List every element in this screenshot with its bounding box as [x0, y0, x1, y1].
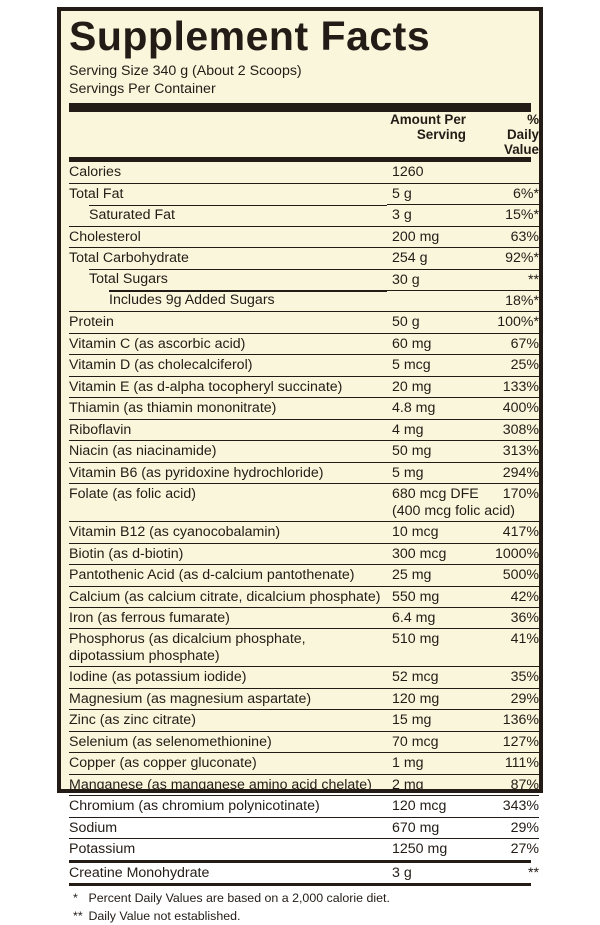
nutrient-amount-line2: (400 mcg folic acid) — [392, 502, 516, 519]
nutrient-daily-value: 170% — [495, 484, 539, 522]
nutrient-amount: 2 mg — [387, 774, 495, 795]
header-daily-value — [495, 112, 539, 157]
table-row — [69, 462, 539, 483]
nutrient-amount: 510 mg — [387, 629, 495, 667]
table-row — [69, 333, 539, 354]
table-row — [69, 710, 539, 731]
table-row — [69, 543, 539, 564]
nutrient-name: Riboflavin — [69, 419, 387, 440]
table-row — [69, 484, 539, 522]
nutrient-daily-value: 136% — [495, 710, 539, 731]
nutrient-name: Sodium — [69, 817, 387, 838]
nutrient-amount: 52 mcg — [387, 667, 495, 688]
table-row — [69, 629, 539, 667]
nutrient-daily-value: 67% — [495, 333, 539, 354]
nutrients-table-body — [69, 162, 539, 859]
nutrient-name: Manganese (as manganese amino acid chelate) — [69, 774, 387, 795]
other-ingredient-daily-value: ** — [527, 864, 539, 881]
servings-per-container-text: Servings Per Container — [69, 80, 216, 97]
nutrient-amount: 200 mg — [387, 226, 495, 247]
table-row — [69, 522, 539, 543]
table-row — [69, 205, 539, 226]
nutrient-daily-value: 313% — [495, 441, 539, 462]
nutrient-name: Potassium — [69, 839, 387, 860]
table-row — [69, 290, 539, 311]
nutrient-amount: 60 mg — [387, 333, 495, 354]
nutrient-name: Iodine (as potassium iodide) — [69, 667, 387, 688]
nutrient-daily-value: 35% — [495, 667, 539, 688]
table-row — [69, 419, 539, 440]
nutrient-name: Pantothenic Acid (as d-calcium pantothenate) — [69, 565, 387, 586]
nutrient-daily-value: 15%* — [495, 205, 539, 226]
nutrient-amount: 254 g — [387, 248, 495, 269]
nutrient-amount: 670 mg — [387, 817, 495, 838]
nutrient-daily-value: 29% — [495, 817, 539, 838]
nutrient-daily-value: 92%* — [495, 248, 539, 269]
nutrient-name: Vitamin C (as ascorbic acid) — [69, 333, 387, 354]
nutrient-name: Phosphorus (as dicalcium phosphate, dipotassium phosphate) — [69, 629, 387, 667]
nutrient-name: Chromium (as chromium polynicotinate) — [69, 796, 387, 817]
nutrient-amount: 70 mcg — [387, 731, 495, 752]
table-row — [69, 226, 539, 247]
footnote-text: Percent Daily Values are based on a 2,000 calorie diet. — [85, 891, 390, 906]
nutrient-daily-value: 294% — [495, 462, 539, 483]
nutrient-daily-value: 6%* — [495, 183, 539, 204]
other-ingredients-table — [69, 863, 539, 883]
supplement-facts-inner — [61, 11, 540, 923]
nutrient-daily-value: 25% — [495, 355, 539, 376]
nutrient-amount: 1 mg — [387, 753, 495, 774]
nutrient-name: Total Carbohydrate — [69, 248, 387, 269]
nutrient-daily-value: 417% — [495, 522, 539, 543]
header-dv-line2: Value — [504, 142, 539, 158]
nutrient-daily-value: 41% — [495, 629, 539, 667]
nutrient-name: Zinc (as zinc citrate) — [69, 710, 387, 731]
nutrient-name: Calcium (as calcium citrate, dicalcium phosphate) — [69, 586, 387, 607]
nutrients-table — [69, 162, 539, 859]
table-row — [69, 248, 539, 269]
nutrient-amount: 25 mg — [387, 565, 495, 586]
table-row — [69, 355, 539, 376]
table-row — [69, 608, 539, 629]
nutrient-name: Copper (as copper gluconate) — [69, 753, 387, 774]
table-row — [69, 731, 539, 752]
nutrient-daily-value: 29% — [495, 688, 539, 709]
table-row — [69, 312, 539, 333]
supplement-facts-panel — [57, 7, 543, 923]
footnote-marker: * — [73, 891, 78, 906]
nutrient-amount — [387, 290, 495, 311]
nutrient-daily-value: 87% — [495, 774, 539, 795]
table-row — [69, 796, 539, 817]
nutrient-daily-value: 63% — [495, 226, 539, 247]
table-header-row — [69, 112, 539, 157]
nutrient-daily-value: 133% — [495, 376, 539, 397]
header-amount-line1: Amount Per — [390, 112, 466, 128]
table-row — [69, 586, 539, 607]
nutrient-daily-value: 400% — [495, 398, 539, 419]
table-row — [69, 162, 539, 183]
table-row — [69, 839, 539, 860]
footnote — [73, 890, 531, 908]
nutrient-amount: 6.4 mg — [387, 608, 495, 629]
nutrient-name: Vitamin B6 (as pyridoxine hydrochloride) — [69, 462, 387, 483]
nutrition-table — [69, 112, 539, 157]
nutrient-name: Total Sugars — [69, 269, 387, 290]
nutrient-name: Cholesterol — [69, 226, 387, 247]
table-row — [69, 376, 539, 397]
footnote — [73, 908, 531, 925]
table-row — [69, 398, 539, 419]
nutrient-amount: 5 mcg — [387, 355, 495, 376]
nutrient-name: Vitamin B12 (as cyanocobalamin) — [69, 522, 387, 543]
nutrient-daily-value: 1000% — [495, 543, 539, 564]
footnote-text: Daily Value not established. — [85, 908, 241, 923]
table-row — [69, 269, 539, 290]
nutrient-name: Vitamin D (as cholecalciferol) — [69, 355, 387, 376]
nutrient-name: Total Fat — [69, 183, 387, 204]
nutrient-name: Niacin (as niacinamide) — [69, 441, 387, 462]
table-row — [69, 667, 539, 688]
nutrient-name: Saturated Fat — [69, 205, 387, 226]
nutrient-daily-value: ** — [495, 269, 539, 290]
header-amount-line2: Serving — [416, 127, 466, 143]
nutrient-name: Protein — [69, 312, 387, 333]
nutrient-name: Calories — [69, 164, 122, 181]
page-title: Supplement Facts — [69, 13, 431, 59]
nutrient-name: Biotin (as d-biotin) — [69, 543, 387, 564]
nutrient-amount: 5 g — [387, 183, 495, 204]
nutrient-daily-value — [495, 162, 539, 183]
nutrient-daily-value: 111% — [495, 753, 539, 774]
header-dv-line1: % Daily — [506, 112, 539, 143]
nutrient-daily-value: 127% — [495, 731, 539, 752]
table-row — [69, 774, 539, 795]
other-ingredient-name: Creatine Monohydrate — [69, 864, 210, 881]
nutrient-amount: 4.8 mg — [387, 398, 495, 419]
table-row — [69, 441, 539, 462]
nutrient-amount: 30 g — [387, 269, 495, 290]
nutrient-daily-value: 100%* — [495, 312, 539, 333]
nutrient-daily-value: 500% — [495, 565, 539, 586]
nutrition-table-body — [69, 112, 539, 157]
nutrient-amount: 50 mg — [387, 441, 495, 462]
nutrient-amount: 20 mg — [387, 376, 495, 397]
nutrient-name: Magnesium (as magnesium aspartate) — [69, 688, 387, 709]
nutrient-amount: 5 mg — [387, 462, 495, 483]
nutrient-amount: 680 mcg DFE (400 mcg folic acid) — [387, 484, 495, 522]
table-row — [69, 565, 539, 586]
nutrient-daily-value: 343% — [495, 796, 539, 817]
nutrient-name-line2: dipotassium phosphate) — [69, 647, 220, 664]
nutrient-amount: 550 mg — [387, 586, 495, 607]
table-row — [69, 817, 539, 838]
table-row — [69, 753, 539, 774]
nutrient-amount: 300 mcg — [387, 543, 495, 564]
nutrient-name: Thiamin (as thiamin mononitrate) — [69, 398, 387, 419]
footnotes — [69, 886, 531, 925]
header-amount-per-serving — [387, 112, 495, 157]
nutrient-amount: 4 mg — [387, 419, 495, 440]
table-row — [69, 183, 539, 204]
serving-size-text: Serving Size 340 g (About 2 Scoops) — [69, 62, 302, 79]
nutrient-daily-value: 308% — [495, 419, 539, 440]
header-spacer — [69, 112, 387, 157]
nutrient-name: Iron (as ferrous fumarate) — [69, 608, 387, 629]
other-ingredients-body — [69, 863, 539, 883]
nutrient-daily-value: 18%* — [495, 290, 539, 311]
divider-thick-top — [69, 103, 531, 112]
nutrient-name: Folate (as folic acid) — [69, 484, 387, 522]
nutrient-amount: 15 mg — [387, 710, 495, 731]
nutrient-amount: 120 mg — [387, 688, 495, 709]
nutrient-amount: 50 g — [387, 312, 495, 333]
nutrient-name: Includes 9g Added Sugars — [69, 290, 387, 311]
nutrient-daily-value: 27% — [495, 839, 539, 860]
nutrient-daily-value: 36% — [495, 608, 539, 629]
footnote-marker: ** — [73, 908, 83, 923]
nutrient-amount: 120 mcg — [387, 796, 495, 817]
nutrient-amount: 10 mcg — [387, 522, 495, 543]
nutrient-amount: 3 g — [387, 205, 495, 226]
table-row — [69, 688, 539, 709]
other-ingredient-amount: 3 g — [392, 864, 412, 881]
nutrient-amount: 1250 mg — [387, 839, 495, 860]
nutrient-name: Selenium (as selenomethionine) — [69, 731, 387, 752]
nutrient-name: Vitamin E (as d-alpha tocopheryl succinate) — [69, 376, 387, 397]
nutrient-daily-value: 42% — [495, 586, 539, 607]
nutrient-amount: 1260 — [392, 164, 424, 181]
other-ingredient-row — [69, 863, 539, 883]
